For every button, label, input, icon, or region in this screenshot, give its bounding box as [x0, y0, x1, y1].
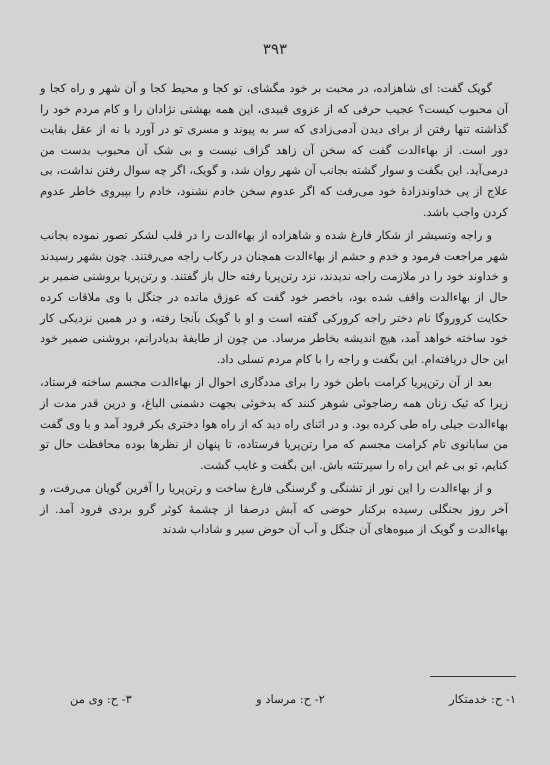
paragraph: بعد از آن رتن‌پریا کرامت باطن خود را برای مددگاری احوال از بهاءالدت مجسم ساخته فرستاد، زیرا که ثیک زنان همه رضاجوئی شوهر کنند که بدخوئی بجهت دشمنی الباغ، و درین قدر مدت از بهاءالدت جیلی راه طی کرده بود. و در اثنای راه دید که از راه هوا دختری بکر فرود آمد و با وی گفت من سابانوی تام کرامت مجسم که مرا رتن‌پریا فرستاده، تا پنهان از نظرها بوده محافظت حال تو کنایم، تو بی غم این راه را سپرتئته باش. این بگفت و غایب گشت.: [40, 375, 508, 472]
footnote-divider: [430, 676, 516, 677]
page-number: ۳۹۳: [262, 40, 288, 58]
footnote: ۱- ح: خدمتکار: [449, 692, 516, 706]
paragraph: گویک گفت: ای شاهزاده، در محبت بر خود مگشای، تو کجا و محیط کجا و آن شهر و راه کجا و آن محبوب کیست؟ عجیب حرفی که از عزوی قبیدی، این همه بهشتی نژادان را و کام مردم خود را گذاشته تنها رفتن از برای دیدن آدمی‌زادی که سر به پیوند و مسری تو در آورد با نه از عقل بقایت دور است. از بهاءالدت گفت که سخن آن زاهد گزاف نیست و بی شک آن محبوب بدست من درمی‌آید. این بگفت و سوار گشته بجانب آن شهر روان شد، و گویک، اگر چه سوال رفتن نداشت، بی علاج از پی خداوندزادهٔ خود می‌رفت که اگر عدوم سخن خادم نشنود، خادم را بپیروی خاطر عدوم کردن واجب باشد.: [40, 81, 508, 219]
body-text: [40, 78, 508, 543]
footnote: ۲- ح: مرساد و: [256, 692, 325, 706]
footnotes: [70, 692, 516, 706]
paragraph: و از بهاءالدت را این نور از تشنگی و گرسنگی فارغ ساخت و رتن‌پریا را آفرین گویان می‌رفت، و آخر روز بجنگلی رسیده برکنار حوضی که آبش درصفا از چشمهٔ کوثر گرو بردی فرود آمد. از بهاءالدت و گویک از میوه‌های آن جنگل و آب آن حوض سیر و شاداب شدند: [40, 481, 508, 537]
footnote: ۳- ح: وی من: [70, 692, 132, 706]
paragraph: و راجه وتسیشر از شکار فارغ شده و شاهزاده از بهاءالدت را در قلب لشکر تصور نموده بجانب شهر مراجعت فرمود و خدم و حشم از بهاءالدت همچنان در رکاب راجه می‌رفتند. چون بشهر رسیدند و خداوند خود را در ملازمت راجه ندیدند، نزد رتن‌پریا رفته حال باز گفتند. و رتن‌پریا بروشنی ضمیر بر حال از بهاءالدت واقف شده بود، باخصر خود گفت که عوزق مانده در جنگل با وی ملاقات کرده حکایت کروروگا نام دختر راجه کرورکی گفته است و او با گویک بآنجا رفته، و در همین نزدیکی کار خود ساخته خواهد آمد، هیچ اندیشه بخاطر مرساد. من چون از طایفهٔ بدیادرانم، بروشنی ضمیر خود این حال دریافته‌ام. این بگفت و راجه را با کام مردم تسلی داد.: [40, 228, 508, 366]
